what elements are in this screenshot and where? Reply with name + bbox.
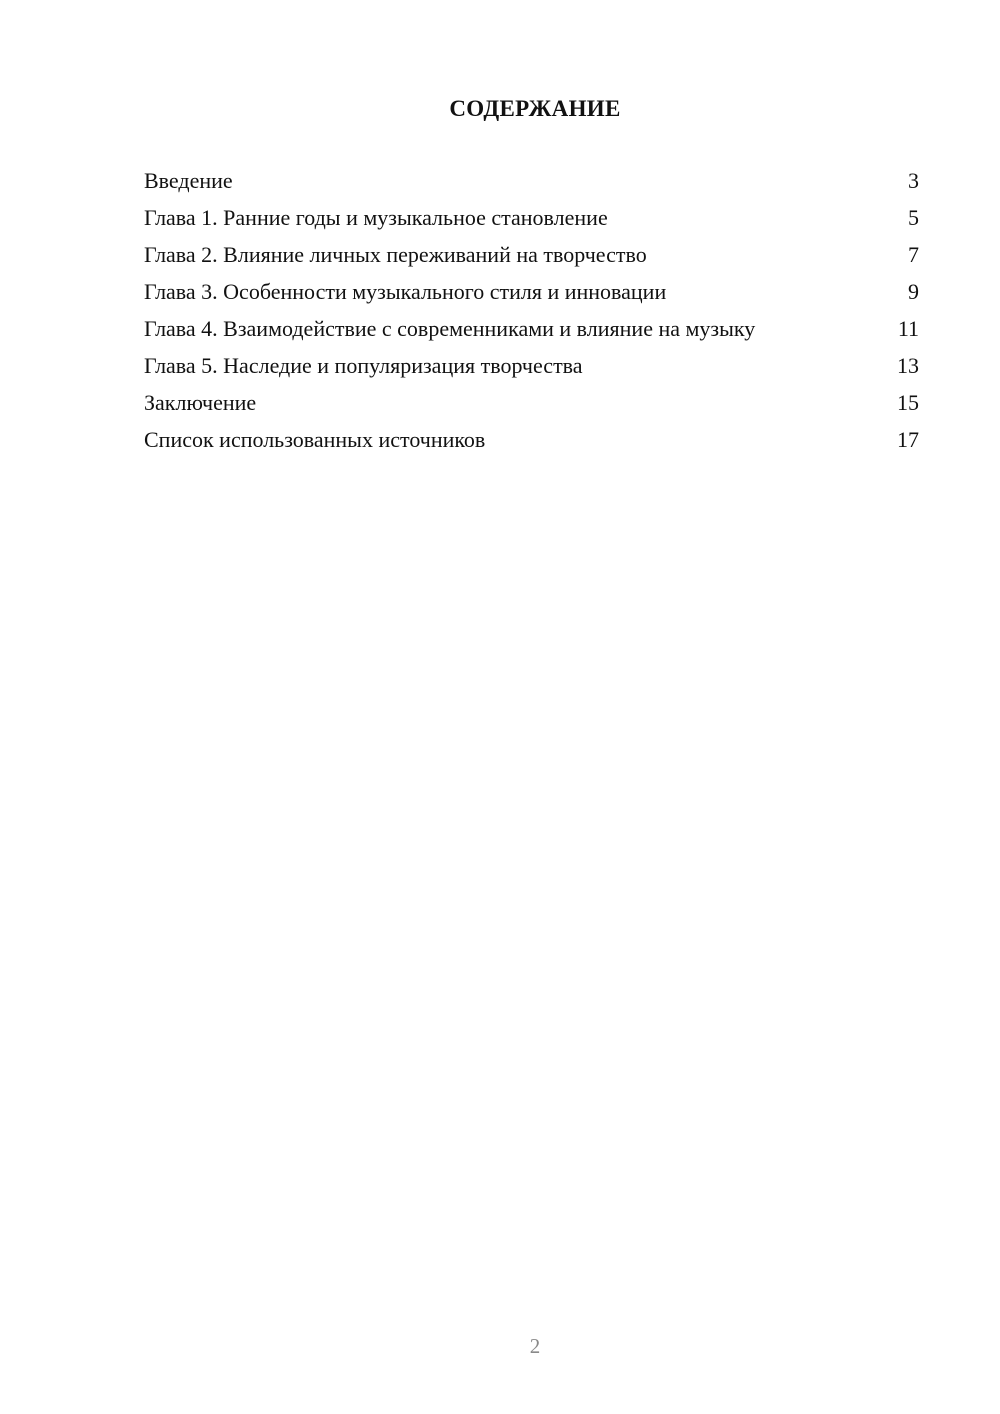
- toc-item-label: Глава 2. Влияние личных переживаний на творчество: [144, 242, 647, 267]
- toc-item-page: 3: [908, 168, 919, 193]
- toc-item-conclusion[interactable]: [144, 390, 919, 416]
- toc-item-page: 7: [908, 242, 919, 267]
- toc-item-page: 15: [897, 390, 919, 415]
- page-title: СОДЕРЖАНИЕ: [449, 96, 621, 121]
- table-of-contents: [144, 168, 919, 464]
- toc-item-label: Глава 3. Особенности музыкального стиля и инновации: [144, 279, 667, 304]
- toc-item-label: Глава 4. Взаимодействие с современниками и влияние на музыку: [144, 316, 756, 341]
- toc-item-label: Заключение: [144, 390, 257, 415]
- toc-item-page: 9: [908, 279, 919, 304]
- toc-item-label: Список использованных источников: [144, 427, 486, 452]
- toc-item-page: 17: [897, 427, 919, 452]
- page-number: 2: [529, 1334, 541, 1358]
- toc-item-chapter-1[interactable]: [144, 205, 919, 231]
- toc-item-introduction[interactable]: [144, 168, 919, 194]
- toc-item-chapter-4[interactable]: [144, 316, 919, 342]
- toc-item-label: Глава 5. Наследие и популяризация творчества: [144, 353, 583, 378]
- toc-item-chapter-2[interactable]: [144, 242, 919, 268]
- toc-item-page: 5: [908, 205, 919, 230]
- toc-item-label: Введение: [144, 168, 233, 193]
- toc-item-chapter-5[interactable]: [144, 353, 919, 379]
- toc-item-label: Глава 1. Ранние годы и музыкальное становление: [144, 205, 608, 230]
- toc-item-references[interactable]: [144, 427, 919, 453]
- toc-item-chapter-3[interactable]: [144, 279, 919, 305]
- toc-item-page: 13: [897, 353, 919, 378]
- toc-item-page: 11: [897, 316, 919, 341]
